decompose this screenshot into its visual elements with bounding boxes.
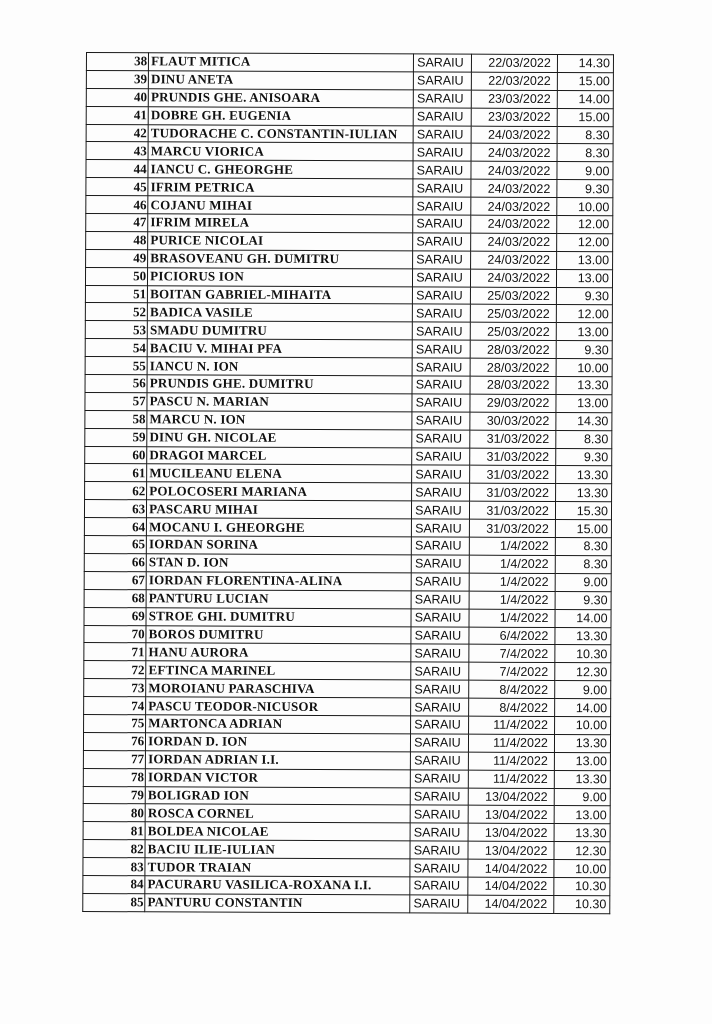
appointment-date: 24/03/2022 xyxy=(471,162,557,180)
person-name: ROSCA CORNEL xyxy=(145,804,410,823)
appointment-time: 13.30 xyxy=(556,466,612,484)
person-name: FLAUT MITICA xyxy=(149,53,414,72)
person-name: BOROS DUMITRU xyxy=(146,625,411,644)
person-name: BRASOVEANU GH. DUMITRU xyxy=(148,250,413,269)
table-row xyxy=(83,750,610,770)
location: SARAIU xyxy=(412,376,470,394)
appointment-date: 24/03/2022 xyxy=(471,269,557,287)
person-name: BOLIGRAD ION xyxy=(145,786,410,805)
person-name: IORDAN D. ION xyxy=(146,733,411,752)
location: SARAIU xyxy=(414,54,472,72)
table-row xyxy=(85,464,612,484)
table-row xyxy=(85,482,612,502)
appointment-time: 14.00 xyxy=(555,609,611,627)
location: SARAIU xyxy=(412,394,470,412)
location: SARAIU xyxy=(411,555,469,573)
appointment-date: 1/4/2022 xyxy=(469,591,555,609)
appointment-date: 13/04/2022 xyxy=(468,806,554,824)
appointment-date: 24/03/2022 xyxy=(471,251,557,269)
appointment-time: 13.30 xyxy=(555,627,611,645)
schedule-table-body xyxy=(83,53,614,914)
table-row xyxy=(84,536,611,556)
person-name: PRUNDIS GHE. ANISOARA xyxy=(148,89,413,108)
person-name: BOLDEA NICOLAE xyxy=(145,822,410,841)
appointment-date: 24/03/2022 xyxy=(471,197,557,215)
appointment-time: 10.00 xyxy=(556,359,612,377)
person-name: DRAGOI MARCEL xyxy=(147,446,412,465)
row-number: 61 xyxy=(85,464,147,482)
appointment-time: 10.30 xyxy=(554,878,610,896)
location: SARAIU xyxy=(410,895,468,913)
row-number: 52 xyxy=(85,303,147,321)
person-name: BACIU ILIE-IULIAN xyxy=(145,840,410,859)
table-row xyxy=(86,124,613,144)
person-name: TUDORACHE C. CONSTANTIN-IULIAN xyxy=(148,124,413,143)
appointment-time: 14.30 xyxy=(557,55,613,73)
table-row xyxy=(86,142,613,162)
person-name: IORDAN SORINA xyxy=(146,536,411,555)
appointment-time: 10.00 xyxy=(554,717,610,735)
person-name: PASCU TEODOR-NICUSOR xyxy=(146,697,411,716)
table-row xyxy=(85,446,612,466)
appointment-time: 9.00 xyxy=(554,788,610,806)
row-number: 70 xyxy=(84,625,146,643)
row-number: 40 xyxy=(86,88,148,106)
row-number: 54 xyxy=(85,339,147,357)
appointment-date: 1/4/2022 xyxy=(470,555,556,573)
row-number: 82 xyxy=(83,840,145,858)
person-name: PANTURU LUCIAN xyxy=(146,589,411,608)
location: SARAIU xyxy=(410,787,468,805)
table-row xyxy=(86,106,613,126)
appointment-date: 14/04/2022 xyxy=(468,895,554,913)
person-name: IANCU N. ION xyxy=(147,357,412,376)
appointment-time: 14.00 xyxy=(557,90,613,108)
table-row xyxy=(85,410,612,430)
person-name: IORDAN ADRIAN I.I. xyxy=(146,751,411,770)
appointment-date: 25/03/2022 xyxy=(471,305,557,323)
table-row xyxy=(84,553,611,573)
row-number: 51 xyxy=(85,285,147,303)
table-row xyxy=(85,303,612,323)
appointment-time: 12.00 xyxy=(557,233,613,251)
person-name: MARTONCA ADRIAN xyxy=(146,715,411,734)
appointment-time: 13.30 xyxy=(554,824,610,842)
location: SARAIU xyxy=(411,644,469,662)
person-name: IORDAN FLORENTINA-ALINA xyxy=(146,572,411,591)
appointment-time: 10.00 xyxy=(554,860,610,878)
location: SARAIU xyxy=(413,161,471,179)
appointment-time: 14.00 xyxy=(554,699,610,717)
appointment-time: 12.00 xyxy=(557,216,613,234)
location: SARAIU xyxy=(413,143,471,161)
location: SARAIU xyxy=(411,680,469,698)
appointment-date: 22/03/2022 xyxy=(472,54,558,72)
appointment-time: 9.30 xyxy=(557,180,613,198)
appointment-date: 31/03/2022 xyxy=(470,430,556,448)
row-number: 76 xyxy=(83,732,145,750)
row-number: 53 xyxy=(85,321,147,339)
person-name: MARCU N. ION xyxy=(147,411,412,430)
appointment-date: 31/03/2022 xyxy=(470,448,556,466)
appointment-time: 13.30 xyxy=(554,734,610,752)
person-name: MARCU VIORICA xyxy=(148,142,413,161)
appointment-time: 9.00 xyxy=(557,162,613,180)
table-row xyxy=(84,625,611,645)
row-number: 64 xyxy=(84,518,146,536)
row-number: 75 xyxy=(84,714,146,732)
row-number: 78 xyxy=(83,768,145,786)
person-name: MOROIANU PARASCHIVA xyxy=(146,679,411,698)
location: SARAIU xyxy=(412,322,470,340)
location: SARAIU xyxy=(410,877,468,895)
location: SARAIU xyxy=(412,448,470,466)
table-row xyxy=(86,214,613,234)
appointment-time: 13.00 xyxy=(556,251,612,269)
appointment-date: 7/4/2022 xyxy=(469,662,555,680)
row-number: 83 xyxy=(83,858,145,876)
location: SARAIU xyxy=(410,770,468,788)
location: SARAIU xyxy=(413,108,471,126)
table-row xyxy=(83,858,610,878)
location: SARAIU xyxy=(411,537,469,555)
appointment-time: 12.30 xyxy=(554,842,610,860)
appointment-time: 9.30 xyxy=(556,341,612,359)
table-row xyxy=(83,786,610,806)
row-number: 49 xyxy=(86,249,148,267)
appointment-time: 13.00 xyxy=(556,269,612,287)
person-name: COJANU MIHAI xyxy=(148,196,413,215)
person-name: STROE GHI. DUMITRU xyxy=(146,607,411,626)
row-number: 58 xyxy=(85,410,147,428)
appointment-time: 9.00 xyxy=(555,573,611,591)
row-number: 48 xyxy=(86,231,148,249)
appointment-date: 31/03/2022 xyxy=(470,501,556,519)
row-number: 73 xyxy=(84,679,146,697)
appointment-date: 14/04/2022 xyxy=(468,877,554,895)
location: SARAIU xyxy=(412,501,470,519)
row-number: 56 xyxy=(85,375,147,393)
table-row xyxy=(85,321,612,341)
appointment-time: 9.30 xyxy=(555,591,611,609)
row-number: 50 xyxy=(85,267,147,285)
row-number: 57 xyxy=(85,392,147,410)
appointment-date: 28/03/2022 xyxy=(470,358,556,376)
table-row xyxy=(86,88,613,108)
appointment-time: 10.30 xyxy=(554,895,610,913)
appointment-time: 13.00 xyxy=(554,752,610,770)
appointment-time: 15.00 xyxy=(557,72,613,90)
table-row xyxy=(85,392,612,412)
location: SARAIU xyxy=(410,823,468,841)
row-number: 55 xyxy=(85,357,147,375)
row-number: 66 xyxy=(84,553,146,571)
person-name: IANCU C. GHEORGHE xyxy=(148,160,413,179)
location: SARAIU xyxy=(413,233,471,251)
table-row xyxy=(84,607,611,627)
table-row xyxy=(84,500,611,520)
appointment-date: 1/4/2022 xyxy=(469,609,555,627)
row-number: 68 xyxy=(84,589,146,607)
appointment-time: 14.30 xyxy=(556,412,612,430)
appointment-time: 8.30 xyxy=(557,144,613,162)
appointment-date: 24/03/2022 xyxy=(471,215,557,233)
table-row xyxy=(85,339,612,359)
appointment-date: 13/04/2022 xyxy=(468,841,554,859)
appointment-date: 24/03/2022 xyxy=(471,179,557,197)
appointment-time: 8.30 xyxy=(555,538,611,556)
table-row xyxy=(85,428,612,448)
appointment-time: 15.00 xyxy=(557,108,613,126)
person-name: IORDAN VICTOR xyxy=(145,768,410,787)
person-name: POLOCOSERI MARIANA xyxy=(147,482,412,501)
appointment-date: 7/4/2022 xyxy=(469,645,555,663)
appointment-date: 28/03/2022 xyxy=(470,340,556,358)
appointment-time: 13.00 xyxy=(556,323,612,341)
table-row xyxy=(85,357,612,377)
appointment-date: 8/4/2022 xyxy=(469,680,555,698)
location: SARAIU xyxy=(411,734,469,752)
person-name: PASCARU MIHAI xyxy=(147,500,412,519)
row-number: 59 xyxy=(85,428,147,446)
location: SARAIU xyxy=(411,609,469,627)
row-number: 80 xyxy=(83,804,145,822)
location: SARAIU xyxy=(411,591,469,609)
appointment-date: 23/03/2022 xyxy=(472,90,558,108)
appointment-date: 24/03/2022 xyxy=(471,126,557,144)
location: SARAIU xyxy=(413,251,471,269)
appointment-time: 13.30 xyxy=(554,770,610,788)
appointment-time: 15.30 xyxy=(555,502,611,520)
table-row xyxy=(83,893,610,913)
row-number: 74 xyxy=(84,697,146,715)
location: SARAIU xyxy=(412,483,470,501)
location: SARAIU xyxy=(413,179,471,197)
person-name: PASCU N. MARIAN xyxy=(147,393,412,412)
table-row xyxy=(84,589,611,609)
table-row xyxy=(84,697,611,717)
location: SARAIU xyxy=(413,287,471,305)
appointment-time: 9.00 xyxy=(555,681,611,699)
table-row xyxy=(84,571,611,591)
location: SARAIU xyxy=(412,465,470,483)
table-row xyxy=(83,822,610,842)
appointment-time: 12.00 xyxy=(556,305,612,323)
person-name: IFRIM PETRICA xyxy=(148,178,413,197)
appointment-time: 15.00 xyxy=(555,520,611,538)
row-number: 44 xyxy=(86,160,148,178)
row-number: 45 xyxy=(86,178,148,196)
appointment-date: 11/4/2022 xyxy=(469,752,555,770)
person-name: SMADU DUMITRU xyxy=(147,321,412,340)
person-name: PURICE NICOLAI xyxy=(148,232,413,251)
row-number: 67 xyxy=(84,571,146,589)
row-number: 72 xyxy=(84,661,146,679)
row-number: 79 xyxy=(83,786,145,804)
appointment-date: 13/04/2022 xyxy=(468,823,554,841)
person-name: BACIU V. MIHAI PFA xyxy=(147,339,412,358)
table-row xyxy=(86,196,613,216)
person-name: TUDOR TRAIAN xyxy=(145,858,410,877)
schedule-table xyxy=(82,52,614,914)
appointment-date: 24/03/2022 xyxy=(471,144,557,162)
appointment-date: 11/4/2022 xyxy=(469,734,555,752)
appointment-time: 9.30 xyxy=(556,448,612,466)
table-row xyxy=(86,160,613,180)
location: SARAIU xyxy=(410,841,468,859)
location: SARAIU xyxy=(412,519,470,537)
location: SARAIU xyxy=(410,859,468,877)
appointment-time: 13.00 xyxy=(554,806,610,824)
location: SARAIU xyxy=(413,269,471,287)
person-name: EFTINCA MARINEL xyxy=(146,661,411,680)
person-name: HANU AURORA xyxy=(146,643,411,662)
row-number: 46 xyxy=(86,196,148,214)
appointment-time: 13.30 xyxy=(556,377,612,395)
appointment-date: 6/4/2022 xyxy=(469,627,555,645)
person-name: PANTURU CONSTANTIN xyxy=(145,894,410,913)
appointment-date: 22/03/2022 xyxy=(472,72,558,90)
location: SARAIU xyxy=(413,215,471,233)
table-row xyxy=(84,643,611,663)
person-name: BADICA VASILE xyxy=(147,303,412,322)
location: SARAIU xyxy=(411,752,469,770)
table-row xyxy=(85,285,612,305)
row-number: 47 xyxy=(86,214,148,232)
location: SARAIU xyxy=(411,698,469,716)
row-number: 38 xyxy=(86,53,148,71)
row-number: 63 xyxy=(84,500,146,518)
location: SARAIU xyxy=(411,626,469,644)
row-number: 85 xyxy=(83,893,145,911)
appointment-time: 8.30 xyxy=(557,126,613,144)
person-name: PICIORUS ION xyxy=(148,267,413,286)
appointment-time: 8.30 xyxy=(556,430,612,448)
table-row xyxy=(86,249,613,269)
table-row xyxy=(83,768,610,788)
appointment-date: 24/03/2022 xyxy=(471,233,557,251)
location: SARAIU xyxy=(412,358,470,376)
person-name: MUCILEANU ELENA xyxy=(147,464,412,483)
table-row xyxy=(83,875,610,895)
table-row xyxy=(86,178,613,198)
appointment-time: 13.30 xyxy=(555,484,611,502)
location: SARAIU xyxy=(412,430,470,448)
appointment-date: 31/03/2022 xyxy=(470,484,556,502)
table-row xyxy=(85,267,612,287)
appointment-date: 14/04/2022 xyxy=(468,859,554,877)
appointment-time: 10.00 xyxy=(557,198,613,216)
person-name: DINU ANETA xyxy=(149,71,414,90)
appointment-time: 10.30 xyxy=(555,645,611,663)
appointment-date: 25/03/2022 xyxy=(471,323,557,341)
person-name: BOITAN GABRIEL-MIHAITA xyxy=(148,285,413,304)
person-name: STAN D. ION xyxy=(146,554,411,573)
location: SARAIU xyxy=(411,573,469,591)
document-page xyxy=(82,52,614,914)
appointment-date: 30/03/2022 xyxy=(470,412,556,430)
person-name: DOBRE GH. EUGENIA xyxy=(148,106,413,125)
table-row xyxy=(84,714,611,734)
row-number: 71 xyxy=(84,643,146,661)
person-name: DINU GH. NICOLAE xyxy=(147,428,412,447)
location: SARAIU xyxy=(412,340,470,358)
location: SARAIU xyxy=(412,412,470,430)
table-row xyxy=(84,661,611,681)
row-number: 65 xyxy=(84,536,146,554)
row-number: 39 xyxy=(86,70,148,88)
row-number: 41 xyxy=(86,106,148,124)
row-number: 81 xyxy=(83,822,145,840)
location: SARAIU xyxy=(410,805,468,823)
location: SARAIU xyxy=(411,716,469,734)
row-number: 42 xyxy=(86,124,148,142)
table-row xyxy=(84,679,611,699)
appointment-date: 11/4/2022 xyxy=(469,770,555,788)
appointment-date: 28/03/2022 xyxy=(470,376,556,394)
row-number: 84 xyxy=(83,875,145,893)
row-number: 43 xyxy=(86,142,148,160)
table-row xyxy=(86,53,613,73)
table-row xyxy=(83,804,610,824)
person-name: IFRIM MIRELA xyxy=(148,214,413,233)
appointment-date: 31/03/2022 xyxy=(470,519,556,537)
appointment-time: 9.30 xyxy=(556,287,612,305)
table-row xyxy=(84,518,611,538)
table-row xyxy=(83,840,610,860)
appointment-date: 31/03/2022 xyxy=(470,466,556,484)
table-row xyxy=(86,231,613,251)
appointment-date: 8/4/2022 xyxy=(469,698,555,716)
row-number: 62 xyxy=(85,482,147,500)
row-number: 60 xyxy=(85,446,147,464)
location: SARAIU xyxy=(414,72,472,90)
location: SARAIU xyxy=(413,90,471,108)
appointment-date: 1/4/2022 xyxy=(470,537,556,555)
appointment-time: 13.00 xyxy=(556,394,612,412)
row-number: 69 xyxy=(84,607,146,625)
appointment-time: 12.30 xyxy=(555,663,611,681)
appointment-date: 23/03/2022 xyxy=(471,108,557,126)
person-name: PACURARU VASILICA-ROXANA I.I. xyxy=(145,876,410,895)
person-name: PRUNDIS GHE. DUMITRU xyxy=(147,375,412,394)
location: SARAIU xyxy=(411,662,469,680)
table-row xyxy=(85,375,612,395)
location: SARAIU xyxy=(413,197,471,215)
table-row xyxy=(86,70,613,90)
appointment-date: 29/03/2022 xyxy=(470,394,556,412)
appointment-date: 13/04/2022 xyxy=(468,788,554,806)
location: SARAIU xyxy=(413,125,471,143)
appointment-date: 11/4/2022 xyxy=(469,716,555,734)
person-name: MOCANU I. GHEORGHE xyxy=(147,518,412,537)
location: SARAIU xyxy=(413,304,471,322)
appointment-date: 25/03/2022 xyxy=(471,287,557,305)
appointment-time: 8.30 xyxy=(555,555,611,573)
table-row xyxy=(83,732,610,752)
appointment-date: 1/4/2022 xyxy=(469,573,555,591)
row-number: 77 xyxy=(83,750,145,768)
